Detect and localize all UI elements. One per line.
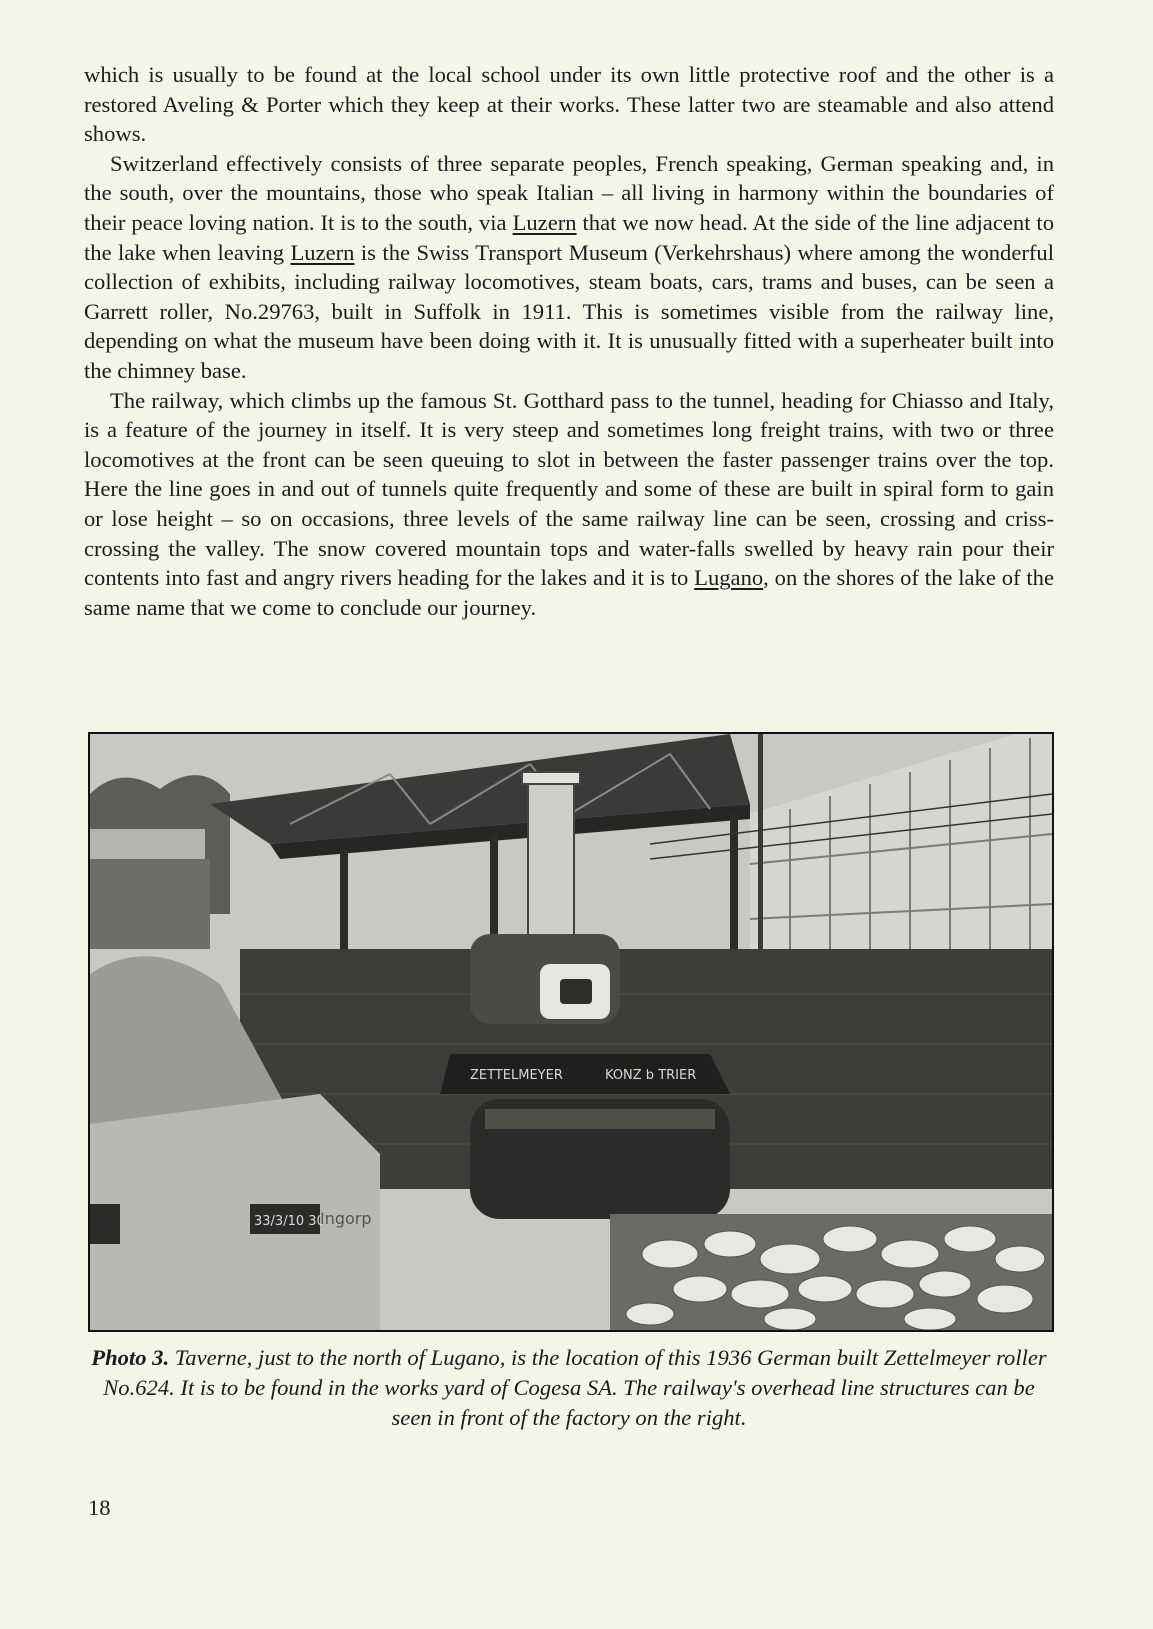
roller-plate-left-text: ZETTELMEYER xyxy=(470,1068,563,1083)
paragraph-2 xyxy=(84,149,1054,386)
paragraph-2-part-b: that we now head. At the side of the line adjacent to the lake when leaving xyxy=(84,209,1055,265)
photo-steam-roller xyxy=(88,732,1054,1332)
photo-caption xyxy=(84,1343,1054,1433)
luzern-link-2: Luzern xyxy=(290,239,355,265)
caption-label: Photo 3. xyxy=(91,1345,170,1370)
caption-text: Taverne, just to the north of Lugano, is the location of this 1936 German built Zettelmeyer roller No.624. It is to be found in the works yard of Cogesa SA. The railway's overhead line structures can be seen in front of the factory on the right. xyxy=(103,1345,1047,1430)
lugano-link: Lugano xyxy=(694,565,764,591)
paragraph-1: which is usually to be found at the local school under its own little protective roof and the other is a restored Aveling & Porter which they keep at their works. These latter two are steamable and also attend shows. xyxy=(84,62,1054,147)
sign-text: Ingorp xyxy=(320,1209,372,1228)
paragraph-2-part-a: Switzerland effectively consists of three separate peoples, French speaking, German speaking and, in the south, over the mountains, those who speak Italian – all living in harmony within the boundaries of their peace loving nation. It is to the south, via xyxy=(84,150,1054,235)
body-text xyxy=(84,60,1054,622)
paragraph-3 xyxy=(84,386,1054,623)
box-label-text: 33/3/10 30 xyxy=(254,1214,325,1229)
paragraph-3-part-a: The railway, which climbs up the famous St. Gotthard pass to the tunnel, heading for Chiasso and Italy, is a feature of the journey in itself. It is very steep and sometimes long freight trains, with two or three locomotives at the front can be seen queuing to slot in between the faster passenger trains over the top. Here the line goes in and out of tunnels quite frequently and some of these are built in spiral form to gain or lose height – so on occasions, three levels of the same railway line can be seen, crossing and criss-crossing the valley. The snow covered mountain tops and water-falls swelled by heavy rain pour their contents into fast and angry rivers heading for the lakes and it is to xyxy=(84,387,1054,591)
roller-plate-right-text: KONZ b TRIER xyxy=(605,1068,697,1083)
page-number: 18 xyxy=(88,1495,111,1520)
paragraph-2-part-c: is the Swiss Transport Museum (Verkehrshaus) where among the wonderful collection of exhibits, including railway locomotives, steam boats, cars, trams and buses, can be seen a Garrett roller, No.29763, built in Suffolk in 1911. This is sometimes visible from the railway line, depending on what the museum have been doing with it. It is unusually fitted with a superheater built into the chimney base. xyxy=(84,239,1054,383)
luzern-link-1: Luzern xyxy=(512,209,577,235)
paragraph-3-part-b: , on the shores of the lake of the same name that we come to conclude our journey. xyxy=(84,565,1054,620)
photo-illustration xyxy=(90,734,1052,1330)
